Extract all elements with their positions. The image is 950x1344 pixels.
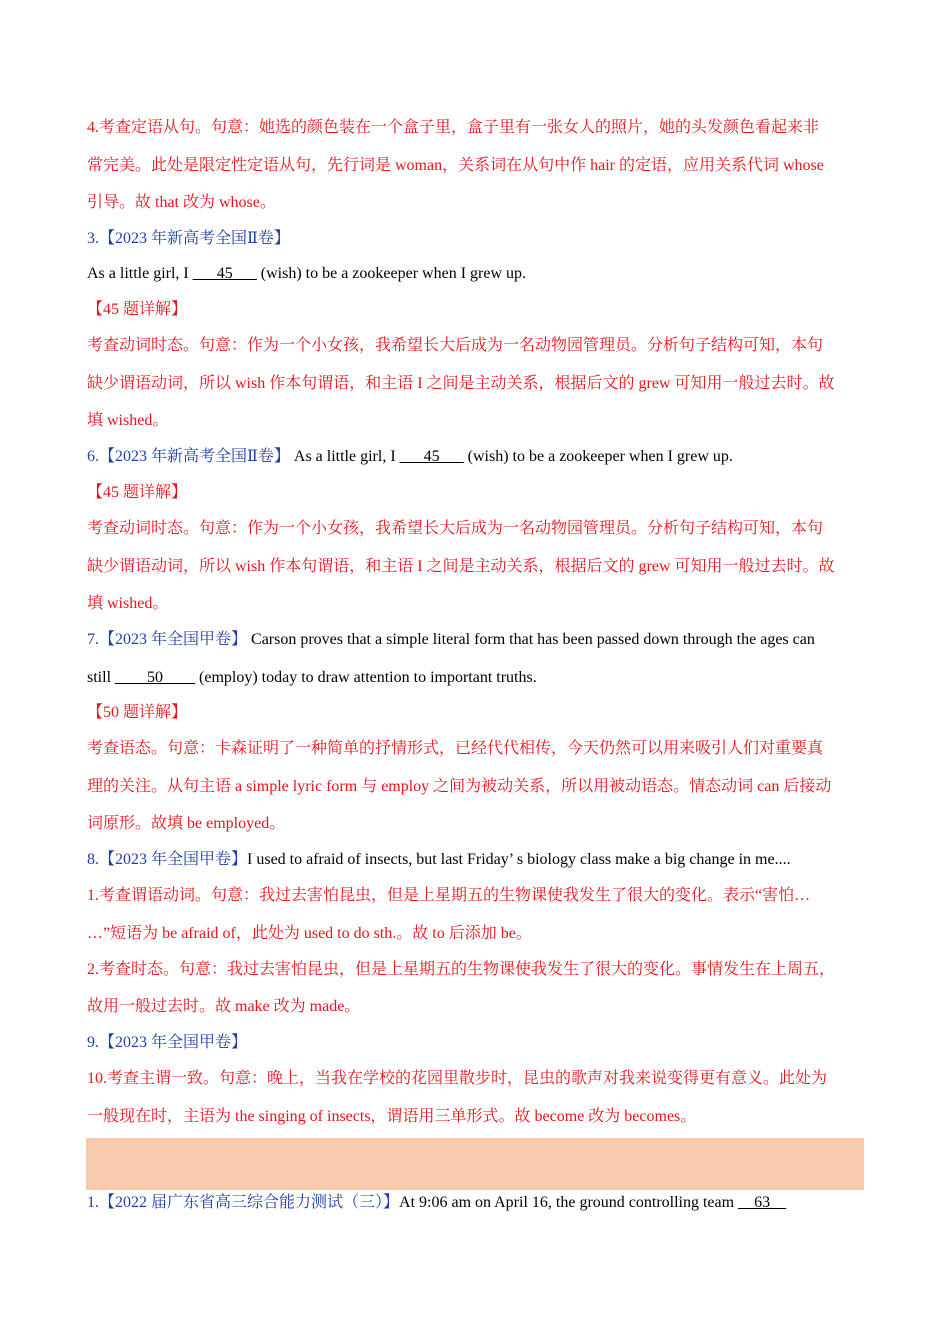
explanation-heading: 【45 题详解】 — [87, 301, 188, 318]
question-source: 7.【2023 年全国甲卷】 — [87, 631, 248, 648]
answer-line: 故用一般过去时。故 make 改为 made。 — [87, 998, 361, 1015]
question-line — [87, 1191, 865, 1215]
question-source: 9.【2023 年全国甲卷】 — [87, 1034, 248, 1051]
question-text-part: As a little girl, I — [87, 265, 193, 282]
question-source: 8.【2023 年全国甲卷】 — [87, 851, 248, 868]
question-text-part: still — [87, 669, 116, 686]
answer-line: 1.考查谓语动词。句意：我过去害怕昆虫，但是上星期五的生物课使我发生了很大的变化。表示“害怕… — [87, 887, 811, 904]
question-text-part: (wish) to be a zookeeper when I grew up. — [463, 448, 733, 465]
answer-line: 填 wished。 — [87, 412, 169, 429]
answer-line: 一般现在时，主语为 the singing of insects，谓语用三单形式。故 become 改为 becomes。 — [87, 1108, 697, 1125]
question-text-part: (wish) to be a zookeeper when I grew up. — [256, 265, 526, 282]
answer-blank: ___45___ — [399, 448, 464, 465]
answer-line: 缺少谓语动词，所以 wish 作本句谓语，和主语 I 之间是主动关系，根据后文的 grew 可知用一般过去时。故 — [87, 558, 835, 575]
answer-blank: __63__ — [738, 1194, 787, 1211]
answer-line: 引导。故 that 改为 whose。 — [87, 194, 276, 211]
question-text-part: (employ) today to draw attention to important truths. — [195, 669, 537, 686]
question-line — [87, 848, 865, 872]
question-text-part: As a little girl, I — [289, 448, 400, 465]
answer-line: …”短语为 be afraid of，此处为 used to do sth.。故 to 后添加 be。 — [87, 925, 532, 942]
explanation-heading: 【50 题详解】 — [87, 704, 188, 721]
question-line — [87, 628, 865, 652]
answer-line: 常完美。此处是限定性定语从句，先行词是 woman，关系词在从句中作 hair 的定语，应用关系代词 whose — [87, 157, 824, 174]
explanation-heading: 【45 题详解】 — [87, 484, 188, 501]
answer-line: 填 wished。 — [87, 595, 169, 612]
answer-line: 词原形。故填 be employed。 — [87, 815, 286, 832]
question-text — [87, 666, 865, 690]
answer-line: 考查语态。句意：卡森证明了一种简单的抒情形式，已经代代相传，今天仍然可以用来吸引人们对重要真 — [87, 740, 824, 757]
answer-line: 2.考查时态。句意：我过去害怕昆虫，但是上星期五的生物课使我发生了很大的变化。事情发生在上周五， — [87, 961, 836, 978]
question-text-part: At 9:06 am on April 16, the ground controlling team — [399, 1194, 739, 1211]
question-text — [87, 262, 865, 286]
answer-line: 缺少谓语动词，所以 wish 作本句谓语，和主语 I 之间是主动关系，根据后文的 grew 可知用一般过去时。故 — [87, 375, 835, 392]
answer-line: 4.考查定语从句。句意：她选的颜色装在一个盒子里，盒子里有一张女人的照片，她的头发颜色看起来非 — [87, 119, 820, 136]
answer-blank: ____50____ — [115, 669, 196, 686]
question-source: 3.【2023 年新高考全国Ⅱ卷】 — [87, 230, 290, 247]
answer-blank: ___45___ — [192, 265, 257, 282]
answer-line: 考查动词时态。句意：作为一个小女孩，我希望长大后成为一名动物园管理员。分析句子结构可知，本句 — [87, 337, 824, 354]
question-source: 1.【2022 届广东省高三综合能力测试（三）】 — [87, 1194, 400, 1211]
answer-line: 理的关注。从句主语 a simple lyric form 与 employ 之间为被动关系，所以用被动语态。情态动词 can 后接动 — [87, 778, 832, 795]
question-text-part: Carson proves that a simple literal form that has been passed down through the ages can — [247, 631, 815, 648]
question-text-part: I used to afraid of insects, but last Friday’ s biology class make a big change in me.... — [247, 851, 791, 868]
answer-line: 10.考查主谓一致。句意：晚上，当我在学校的花园里散步时，昆虫的歌声对我来说变得更有意义。此处为 — [87, 1070, 828, 1087]
section-header-background — [86, 1138, 864, 1190]
question-line — [87, 445, 865, 469]
answer-line: 考查动词时态。句意：作为一个小女孩，我希望长大后成为一名动物园管理员。分析句子结构可知，本句 — [87, 520, 824, 537]
question-source: 6.【2023 年新高考全国Ⅱ卷】 — [87, 448, 290, 465]
